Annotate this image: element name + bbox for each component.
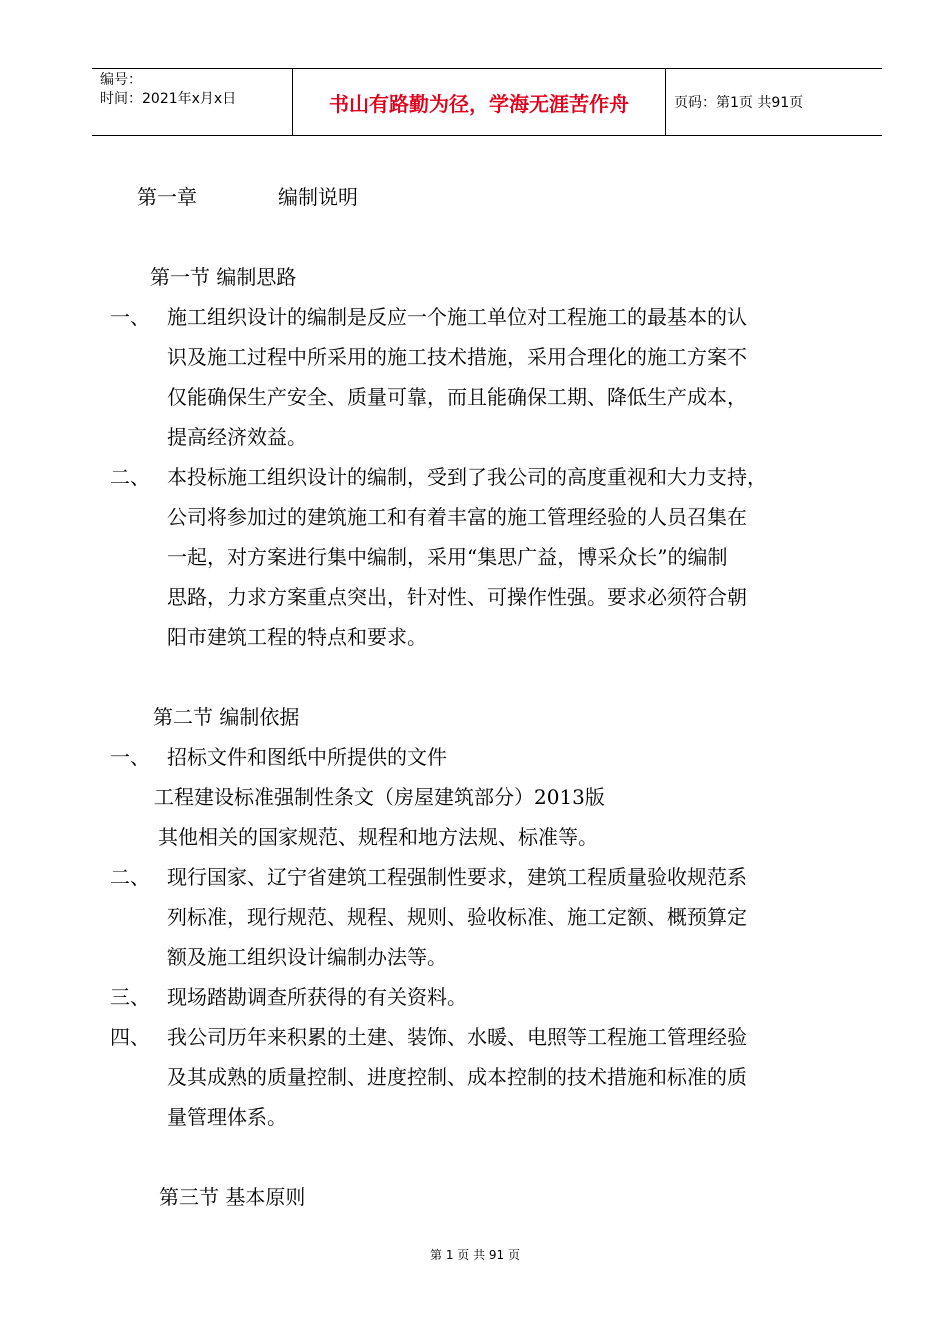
time-label: 时间：2021年x月x日 [100, 91, 237, 107]
document-header [92, 68, 882, 136]
page-footer: 第 1 页 共 91 页 [430, 1248, 520, 1262]
paragraph-line: 阳市建筑工程的特点和要求。 [167, 625, 427, 649]
paragraph-line: 思路，力求方案重点突出，针对性、可操作性强。要求必须符合朝 [167, 585, 747, 609]
paragraph-line: 其他相关的国家规范、规程和地方法规、标准等。 [158, 825, 598, 849]
list-marker: 一、 [110, 745, 150, 769]
paragraph-line: 施工组织设计的编制是反应一个施工单位对工程施工的最基本的认 [167, 305, 747, 329]
paragraph-line: 量管理体系。 [167, 1105, 287, 1129]
list-marker: 二、 [110, 465, 150, 489]
paragraph-line: 现场踏勘调查所获得的有关资料。 [167, 985, 467, 1009]
section-2-title: 第二节 编制依据 [153, 705, 300, 729]
chapter-title: 编制说明 [278, 185, 358, 209]
list-marker: 一、 [110, 305, 150, 329]
paragraph-line: 招标文件和图纸中所提供的文件 [167, 745, 447, 769]
paragraph-line: 及其成熟的质量控制、进度控制、成本控制的技术措施和标准的质 [167, 1065, 747, 1089]
paragraph-line: 提高经济效益。 [167, 425, 307, 449]
paragraph-line: 本投标施工组织设计的编制，受到了我公司的高度重视和大力支持， [167, 465, 767, 489]
section-1-title: 第一节 编制思路 [150, 265, 297, 289]
section-3-title: 第三节 基本原则 [159, 1185, 306, 1209]
paragraph-line: 仅能确保生产安全、质量可靠，而且能确保工期、降低生产成本， [167, 385, 747, 409]
paragraph-line: 列标准，现行规范、规程、规则、验收标准、施工定额、概预算定 [167, 905, 747, 929]
paragraph-line: 一起，对方案进行集中编制，采用“集思广益，博采众长”的编制 [167, 545, 728, 569]
paragraph-line: 识及施工过程中所采用的施工技术措施，采用合理化的施工方案不 [167, 345, 747, 369]
list-marker: 二、 [110, 865, 150, 889]
chapter-number: 第一章 [137, 185, 197, 209]
list-marker: 四、 [110, 1025, 150, 1049]
header-motto: 书山有路勤为径，学海无涯苦作舟 [293, 69, 666, 135]
number-label: 编号： [100, 72, 142, 88]
paragraph-line: 现行国家、辽宁省建筑工程强制性要求，建筑工程质量验收规范系 [167, 865, 747, 889]
header-page-info: 页码：第1页 共91页 [674, 95, 804, 111]
paragraph-line: 工程建设标准强制性条文（房屋建筑部分）2013版 [154, 785, 605, 809]
paragraph-line: 公司将参加过的建筑施工和有着丰富的施工管理经验的人员召集在 [167, 505, 747, 529]
paragraph-line: 额及施工组织设计编制办法等。 [167, 945, 447, 969]
header-meta [92, 69, 293, 135]
list-marker: 三、 [110, 985, 150, 1009]
paragraph-line: 我公司历年来积累的土建、装饰、水暖、电照等工程施工管理经验 [167, 1025, 747, 1049]
